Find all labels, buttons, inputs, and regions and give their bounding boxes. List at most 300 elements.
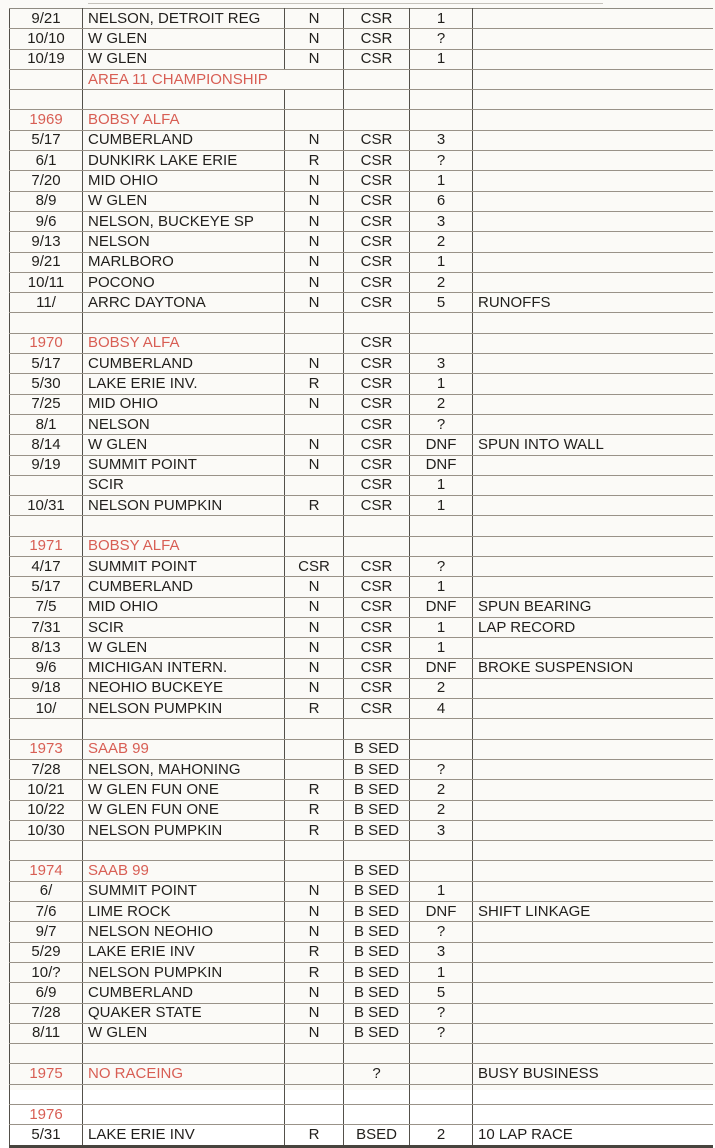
notes-cell: SPUN INTO WALL	[473, 435, 713, 455]
date-cell	[10, 1084, 83, 1104]
finish-cell: 1	[410, 577, 473, 597]
region-cell: N	[285, 9, 344, 29]
table-row	[10, 374, 713, 394]
region-cell	[285, 475, 344, 495]
finish-cell: 1	[410, 881, 473, 901]
track-cell: LAKE ERIE INV	[83, 1125, 285, 1146]
region-cell: R	[285, 780, 344, 800]
notes-cell	[473, 861, 713, 881]
finish-cell	[410, 719, 473, 739]
date-cell: 7/6	[10, 902, 83, 922]
table-row	[10, 394, 713, 414]
date-cell: 5/31	[10, 1125, 83, 1146]
finish-cell	[410, 1064, 473, 1084]
class-cell: CSR	[344, 617, 410, 637]
date-cell: 1969	[10, 110, 83, 130]
finish-cell	[410, 1044, 473, 1064]
date-cell: 6/9	[10, 983, 83, 1003]
track-cell: NELSON PUMPKIN	[83, 820, 285, 840]
table-row	[10, 49, 713, 69]
track-cell: MICHIGAN INTERN.	[83, 658, 285, 678]
finish-cell	[410, 516, 473, 536]
table-row	[10, 272, 713, 292]
region-cell: N	[285, 1023, 344, 1043]
track-cell: SUMMIT POINT	[83, 455, 285, 475]
class-cell: B SED	[344, 922, 410, 942]
region-cell: N	[285, 658, 344, 678]
class-cell: CSR	[344, 49, 410, 69]
date-cell: 10/19	[10, 49, 83, 69]
notes-cell: RUNOFFS	[473, 293, 713, 313]
class-cell: B SED	[344, 820, 410, 840]
track-cell	[83, 1105, 285, 1125]
notes-cell	[473, 272, 713, 292]
table-row	[10, 171, 713, 191]
notes-cell	[473, 394, 713, 414]
finish-cell: 5	[410, 983, 473, 1003]
track-cell: CUMBERLAND	[83, 354, 285, 374]
class-cell: CSR	[344, 394, 410, 414]
track-cell: NELSON	[83, 232, 285, 252]
date-cell: 10/10	[10, 29, 83, 49]
track-cell: BOBSY ALFA	[83, 110, 285, 130]
notes-cell	[473, 232, 713, 252]
class-cell: CSR	[344, 29, 410, 49]
track-cell: NELSON NEOHIO	[83, 922, 285, 942]
region-cell: N	[285, 597, 344, 617]
track-cell: W GLEN FUN ONE	[83, 780, 285, 800]
track-cell: NELSON PUMPKIN	[83, 699, 285, 719]
track-cell: LAKE ERIE INV.	[83, 374, 285, 394]
class-cell: B SED	[344, 739, 410, 759]
date-cell: 9/19	[10, 455, 83, 475]
finish-cell	[410, 1084, 473, 1104]
track-cell: NO RACEING	[83, 1064, 285, 1084]
date-cell: 7/20	[10, 171, 83, 191]
notes-cell	[473, 252, 713, 272]
class-cell: CSR	[344, 435, 410, 455]
table-row	[10, 29, 713, 49]
notes-cell: LAP RECORD	[473, 617, 713, 637]
notes-cell	[473, 577, 713, 597]
region-cell: N	[285, 881, 344, 901]
race-log-table	[9, 8, 713, 1148]
notes-cell	[473, 678, 713, 698]
date-cell: 10/	[10, 699, 83, 719]
notes-cell	[473, 719, 713, 739]
date-cell: 10/30	[10, 820, 83, 840]
finish-cell	[410, 69, 473, 89]
date-cell: 9/13	[10, 232, 83, 252]
notes-cell	[473, 699, 713, 719]
class-cell: CSR	[344, 557, 410, 577]
notes-cell	[473, 414, 713, 434]
region-cell: R	[285, 151, 344, 171]
class-cell: CSR	[344, 597, 410, 617]
table-row	[10, 942, 713, 962]
notes-cell	[473, 780, 713, 800]
finish-cell: 5	[410, 293, 473, 313]
finish-cell: 2	[410, 780, 473, 800]
class-cell: CSR	[344, 171, 410, 191]
finish-cell: 2	[410, 272, 473, 292]
track-cell	[83, 841, 285, 861]
blank-row	[10, 719, 713, 739]
track-cell: AREA 11 CHAMPIONSHIP	[83, 69, 344, 89]
region-cell	[285, 759, 344, 779]
region-cell: N	[285, 902, 344, 922]
table-row	[10, 1023, 713, 1043]
class-cell: CSR	[344, 333, 410, 353]
notes-cell: BUSY BUSINESS	[473, 1064, 713, 1084]
class-cell: CSR	[344, 414, 410, 434]
track-cell: SAAB 99	[83, 739, 285, 759]
region-cell: N	[285, 577, 344, 597]
region-cell: R	[285, 800, 344, 820]
region-cell	[285, 739, 344, 759]
date-cell: 4/17	[10, 557, 83, 577]
track-cell: SCIR	[83, 617, 285, 637]
finish-cell: 1	[410, 617, 473, 637]
table-row	[10, 820, 713, 840]
table-row	[10, 861, 713, 881]
track-cell: BOBSY ALFA	[83, 333, 285, 353]
class-cell: B SED	[344, 962, 410, 982]
class-cell	[344, 1105, 410, 1125]
class-cell: CSR	[344, 496, 410, 516]
table-row	[10, 922, 713, 942]
class-cell: CSR	[344, 577, 410, 597]
table-row	[10, 232, 713, 252]
notes-cell	[473, 759, 713, 779]
finish-cell	[410, 333, 473, 353]
track-cell: W GLEN	[83, 29, 285, 49]
date-cell	[10, 69, 83, 89]
table-row	[10, 962, 713, 982]
date-cell: 8/1	[10, 414, 83, 434]
class-cell: B SED	[344, 759, 410, 779]
table-row	[10, 333, 713, 353]
track-cell: NELSON, DETROIT REG	[83, 9, 285, 29]
track-cell: SAAB 99	[83, 861, 285, 881]
class-cell: CSR	[344, 678, 410, 698]
notes-cell	[473, 1084, 713, 1104]
track-cell: SUMMIT POINT	[83, 881, 285, 901]
table-row	[10, 496, 713, 516]
track-cell	[83, 1084, 285, 1104]
date-cell: 10/31	[10, 496, 83, 516]
class-cell: CSR	[344, 293, 410, 313]
table-row	[10, 9, 713, 29]
table-row	[10, 983, 713, 1003]
notes-cell	[473, 374, 713, 394]
track-cell: ARRC DAYTONA	[83, 293, 285, 313]
finish-cell: 3	[410, 130, 473, 150]
finish-cell	[410, 1105, 473, 1125]
notes-cell	[473, 130, 713, 150]
region-cell	[285, 1044, 344, 1064]
class-cell	[344, 719, 410, 739]
track-cell: SUMMIT POINT	[83, 557, 285, 577]
table-row	[10, 780, 713, 800]
date-cell: 1976	[10, 1105, 83, 1125]
date-cell: 8/14	[10, 435, 83, 455]
notes-cell	[473, 983, 713, 1003]
track-cell: LIME ROCK	[83, 902, 285, 922]
date-cell: 5/30	[10, 374, 83, 394]
table-row	[10, 435, 713, 455]
class-cell: B SED	[344, 1003, 410, 1023]
date-cell: 8/11	[10, 1023, 83, 1043]
class-cell: CSR	[344, 252, 410, 272]
class-cell: CSR	[344, 272, 410, 292]
finish-cell: ?	[410, 414, 473, 434]
track-cell: NELSON PUMPKIN	[83, 962, 285, 982]
finish-cell	[410, 739, 473, 759]
track-cell: NELSON	[83, 414, 285, 434]
finish-cell: ?	[410, 1023, 473, 1043]
finish-cell: ?	[410, 29, 473, 49]
notes-cell	[473, 313, 713, 333]
date-cell: 5/29	[10, 942, 83, 962]
table-row	[10, 252, 713, 272]
date-cell: 10/22	[10, 800, 83, 820]
track-cell: NELSON, MAHONING	[83, 759, 285, 779]
notes-cell	[473, 151, 713, 171]
finish-cell: ?	[410, 1003, 473, 1023]
finish-cell: DNF	[410, 658, 473, 678]
blank-row	[10, 90, 713, 110]
region-cell: N	[285, 435, 344, 455]
track-cell: SCIR	[83, 475, 285, 495]
table-row	[10, 414, 713, 434]
race-log-body	[10, 9, 713, 1147]
date-cell: 6/1	[10, 151, 83, 171]
table-row	[10, 577, 713, 597]
table-row	[10, 678, 713, 698]
track-cell: BOBSY ALFA	[83, 536, 285, 556]
track-cell: W GLEN FUN ONE	[83, 800, 285, 820]
table-row	[10, 151, 713, 171]
finish-cell: 4	[410, 699, 473, 719]
track-cell: W GLEN	[83, 1023, 285, 1043]
finish-cell: 1	[410, 171, 473, 191]
finish-cell: 2	[410, 678, 473, 698]
class-cell	[344, 536, 410, 556]
date-cell: 9/18	[10, 678, 83, 698]
region-cell	[285, 536, 344, 556]
finish-cell: 1	[410, 496, 473, 516]
class-cell: B SED	[344, 1023, 410, 1043]
finish-cell: DNF	[410, 902, 473, 922]
notes-cell	[473, 354, 713, 374]
region-cell	[285, 333, 344, 353]
finish-cell: 3	[410, 354, 473, 374]
notes-cell	[473, 69, 713, 89]
date-cell: 10/?	[10, 962, 83, 982]
class-cell: B SED	[344, 881, 410, 901]
notes-cell	[473, 800, 713, 820]
region-cell: R	[285, 962, 344, 982]
track-cell: W GLEN	[83, 638, 285, 658]
table-row	[10, 354, 713, 374]
table-row	[10, 293, 713, 313]
notes-cell	[473, 475, 713, 495]
track-cell: W GLEN	[83, 191, 285, 211]
finish-cell: ?	[410, 922, 473, 942]
notes-cell	[473, 962, 713, 982]
class-cell: ?	[344, 1064, 410, 1084]
finish-cell	[410, 536, 473, 556]
finish-cell: 1	[410, 49, 473, 69]
date-cell: 9/21	[10, 9, 83, 29]
notes-cell	[473, 9, 713, 29]
date-cell: 11/	[10, 293, 83, 313]
class-cell: CSR	[344, 232, 410, 252]
date-cell	[10, 719, 83, 739]
finish-cell: DNF	[410, 435, 473, 455]
region-cell: N	[285, 29, 344, 49]
class-cell: B SED	[344, 902, 410, 922]
region-cell: R	[285, 1125, 344, 1146]
class-cell: B SED	[344, 983, 410, 1003]
region-cell	[285, 1105, 344, 1125]
track-cell: CUMBERLAND	[83, 577, 285, 597]
class-cell: CSR	[344, 354, 410, 374]
date-cell: 10/11	[10, 272, 83, 292]
track-cell	[83, 516, 285, 536]
table-row	[10, 759, 713, 779]
region-cell: N	[285, 1003, 344, 1023]
scan-artifact-line	[88, 3, 603, 4]
notes-cell	[473, 333, 713, 353]
notes-cell	[473, 922, 713, 942]
class-cell: B SED	[344, 780, 410, 800]
class-cell: CSR	[344, 130, 410, 150]
finish-cell: 1	[410, 638, 473, 658]
notes-cell	[473, 211, 713, 231]
region-cell: CSR	[285, 557, 344, 577]
region-cell	[285, 414, 344, 434]
track-cell: QUAKER STATE	[83, 1003, 285, 1023]
date-cell	[10, 475, 83, 495]
track-cell: NEOHIO BUCKEYE	[83, 678, 285, 698]
class-cell: CSR	[344, 638, 410, 658]
notes-cell	[473, 171, 713, 191]
notes-cell	[473, 536, 713, 556]
class-cell: CSR	[344, 699, 410, 719]
region-cell: R	[285, 699, 344, 719]
track-cell: DUNKIRK LAKE ERIE	[83, 151, 285, 171]
class-cell: CSR	[344, 151, 410, 171]
table-row	[10, 881, 713, 901]
table-row	[10, 211, 713, 231]
region-cell: N	[285, 922, 344, 942]
finish-cell	[410, 841, 473, 861]
class-cell: CSR	[344, 658, 410, 678]
table-row	[10, 902, 713, 922]
finish-cell: 3	[410, 942, 473, 962]
class-cell	[344, 516, 410, 536]
table-row	[10, 800, 713, 820]
blank-row	[10, 1084, 713, 1104]
finish-cell: 6	[410, 191, 473, 211]
date-cell	[10, 313, 83, 333]
region-cell	[285, 516, 344, 536]
finish-cell: DNF	[410, 597, 473, 617]
date-cell: 5/17	[10, 354, 83, 374]
table-row	[10, 536, 713, 556]
finish-cell: 3	[410, 820, 473, 840]
region-cell: N	[285, 638, 344, 658]
notes-cell	[473, 110, 713, 130]
notes-cell	[473, 1003, 713, 1023]
notes-cell	[473, 557, 713, 577]
notes-cell	[473, 942, 713, 962]
track-cell: W GLEN	[83, 435, 285, 455]
region-cell: R	[285, 942, 344, 962]
notes-cell	[473, 841, 713, 861]
notes-cell	[473, 191, 713, 211]
finish-cell	[410, 313, 473, 333]
notes-cell	[473, 881, 713, 901]
date-cell	[10, 516, 83, 536]
finish-cell	[410, 90, 473, 110]
class-cell: BSED	[344, 1125, 410, 1146]
notes-cell	[473, 638, 713, 658]
track-cell: MARLBORO	[83, 252, 285, 272]
track-cell: CUMBERLAND	[83, 983, 285, 1003]
table-row	[10, 638, 713, 658]
class-cell: CSR	[344, 9, 410, 29]
date-cell: 5/17	[10, 130, 83, 150]
table-row	[10, 110, 713, 130]
region-cell: N	[285, 171, 344, 191]
notes-cell	[473, 455, 713, 475]
track-cell	[83, 1044, 285, 1064]
table-row	[10, 455, 713, 475]
finish-cell: ?	[410, 557, 473, 577]
region-cell	[285, 841, 344, 861]
date-cell: 1973	[10, 739, 83, 759]
table-row	[10, 617, 713, 637]
track-cell: POCONO	[83, 272, 285, 292]
region-cell: N	[285, 130, 344, 150]
notes-cell: BROKE SUSPENSION	[473, 658, 713, 678]
region-cell: N	[285, 617, 344, 637]
date-cell: 7/28	[10, 759, 83, 779]
table-row	[10, 1105, 713, 1125]
notes-cell	[473, 29, 713, 49]
class-cell: B SED	[344, 861, 410, 881]
class-cell	[344, 110, 410, 130]
date-cell: 9/6	[10, 658, 83, 678]
notes-cell	[473, 49, 713, 69]
table-row	[10, 597, 713, 617]
finish-cell: 2	[410, 394, 473, 414]
blank-row	[10, 313, 713, 333]
table-row	[10, 658, 713, 678]
region-cell: R	[285, 820, 344, 840]
class-cell	[344, 841, 410, 861]
date-cell: 8/13	[10, 638, 83, 658]
date-cell: 5/17	[10, 577, 83, 597]
notes-cell	[473, 516, 713, 536]
finish-cell	[410, 861, 473, 881]
finish-cell: 1	[410, 9, 473, 29]
track-cell: LAKE ERIE INV	[83, 942, 285, 962]
class-cell	[344, 1084, 410, 1104]
